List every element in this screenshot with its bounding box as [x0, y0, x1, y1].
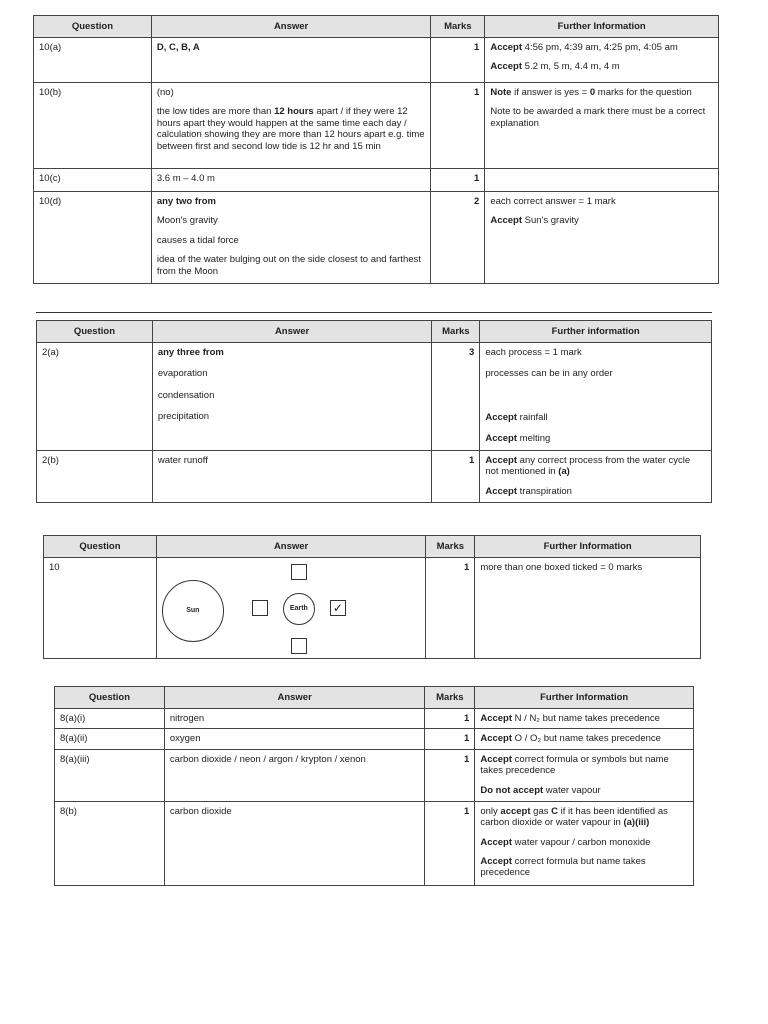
table-row	[55, 749, 694, 801]
marks-header: Marks	[431, 16, 485, 38]
box-left	[252, 600, 268, 616]
table-header-row	[44, 536, 701, 558]
further-info-cell	[475, 749, 694, 801]
text: Sun's gravity	[522, 215, 579, 227]
text: transpiration	[517, 485, 572, 497]
question-cell: 10(d)	[34, 192, 152, 284]
further-info-cell	[485, 83, 719, 169]
keyword: Accept	[485, 485, 518, 497]
keyword: Accept	[480, 855, 513, 867]
table-header-row	[34, 16, 719, 38]
table-row	[37, 343, 712, 451]
sun-label: Sun	[186, 606, 200, 614]
marks-cell: 1	[425, 801, 475, 885]
marks-cell: 1	[431, 38, 485, 83]
text: only	[480, 805, 501, 817]
further-info-cell	[485, 192, 719, 284]
answer-cell	[151, 83, 431, 169]
earth-label: Earth	[289, 604, 308, 612]
further-info-cell	[485, 169, 719, 192]
further-info-line	[480, 837, 688, 848]
answer-cell: water runoff	[152, 451, 432, 503]
marks-cell: 2	[431, 192, 485, 284]
earth-circle	[283, 593, 315, 625]
further-info-line	[485, 412, 706, 423]
table-row	[44, 558, 701, 659]
mark-scheme-table-10-diagram	[43, 535, 701, 659]
further-info-cell	[475, 801, 694, 885]
keyword: Accept	[485, 411, 518, 423]
answer-line: any two from	[156, 196, 216, 207]
keyword: Do not accept	[480, 784, 544, 796]
question-cell: 8(a)(i)	[55, 709, 165, 729]
further-info-line: Note to be awarded a mark there must be a correct explanation	[490, 106, 706, 129]
text: 4:56 pm, 4:39 am, 4:25 pm, 4:05 am	[522, 42, 678, 53]
answer-line: causes a tidal force	[156, 234, 239, 246]
answer-cell: 3.6 m – 4.0 m	[151, 169, 431, 192]
box-top	[291, 564, 307, 580]
keyword: C	[551, 805, 559, 817]
table-header-row	[37, 321, 712, 343]
keyword: Accept	[480, 753, 513, 765]
further-info-cell: more than one boxed ticked = 0 marks	[475, 558, 701, 659]
box-right-ticked	[330, 600, 346, 616]
text: any correct process from the water cycle not mentioned in	[485, 455, 691, 478]
keyword: Accept	[490, 61, 523, 73]
further-info-cell	[485, 38, 719, 83]
further-info-header: Further information	[480, 321, 712, 343]
answer-line: (no)	[156, 87, 174, 98]
further-info-line	[490, 87, 713, 98]
mark-scheme-table-10	[33, 15, 719, 284]
table-row	[55, 709, 694, 729]
text: rainfall	[517, 411, 548, 423]
answer-line: evaporation	[157, 368, 208, 380]
further-info-line	[490, 42, 713, 53]
keyword: Note	[490, 87, 512, 98]
keyword: accept	[500, 805, 531, 817]
mark-scheme-table-8	[54, 686, 694, 886]
table-header-row	[55, 687, 694, 709]
question-header: Question	[34, 16, 152, 38]
text: if answer is yes =	[511, 87, 590, 98]
text: 5.2 m, 5 m, 4.4 m, 4 m	[522, 61, 620, 73]
further-info-cell	[475, 709, 694, 729]
answer-cell	[156, 558, 426, 659]
table-row	[55, 729, 694, 749]
keyword: Accept	[485, 433, 518, 445]
text: water vapour / carbon monoxide	[512, 836, 651, 848]
question-header: Question	[55, 687, 165, 709]
question-header: Question	[37, 321, 153, 343]
marks-cell: 1	[426, 558, 475, 659]
answer-line	[157, 106, 426, 152]
answer-cell: carbon dioxide / neon / argon / krypton / xenon	[164, 749, 425, 801]
keyword: 0	[589, 87, 596, 98]
marks-header: Marks	[426, 536, 475, 558]
keyword: Accept	[490, 42, 523, 53]
answer-line: any three from	[157, 347, 224, 358]
text: N / N₂ but name takes precedence	[512, 713, 660, 724]
further-info-header: Further Information	[485, 16, 719, 38]
further-info-line: each correct answer = 1 mark	[490, 196, 616, 207]
further-info-line	[490, 215, 713, 226]
question-cell: 10(c)	[34, 169, 152, 192]
marks-cell: 1	[432, 451, 480, 503]
answer-line: precipitation	[157, 411, 210, 423]
answer-line: condensation	[157, 389, 215, 401]
further-info-line	[480, 856, 688, 879]
further-info-line	[480, 754, 688, 777]
further-info-line	[485, 455, 706, 478]
question-cell: 8(a)(iii)	[55, 749, 165, 801]
further-info-line	[490, 61, 713, 72]
text: if it has been identified as carbon dioxide or water vapour in	[480, 805, 668, 829]
table-row	[34, 169, 719, 192]
answer-cell	[151, 192, 431, 284]
answer-header: Answer	[151, 16, 431, 38]
marks-header: Marks	[432, 321, 480, 343]
further-info-header: Further Information	[475, 536, 701, 558]
marks-cell: 1	[425, 729, 475, 749]
further-info-line	[480, 785, 688, 796]
tick-icon: ✓	[332, 601, 343, 615]
sun-circle	[162, 580, 224, 642]
text: melting	[517, 433, 551, 445]
question-cell: 10(b)	[34, 83, 152, 169]
table-row	[34, 38, 719, 83]
box-bottom	[291, 638, 307, 654]
marks-cell: 1	[431, 169, 485, 192]
answer-header: Answer	[152, 321, 432, 343]
keyword: Accept	[490, 215, 523, 227]
keyword: Accept	[480, 733, 513, 745]
table-row	[37, 451, 712, 503]
question-cell: 2(b)	[37, 451, 153, 503]
marks-cell: 1	[425, 749, 475, 801]
question-header: Question	[44, 536, 157, 558]
question-cell: 8(a)(ii)	[55, 729, 165, 749]
question-cell: 8(b)	[55, 801, 165, 885]
further-info-header: Further Information	[475, 687, 694, 709]
answer-text: D, C, B, A	[156, 42, 200, 53]
marks-cell: 1	[431, 83, 485, 169]
keyword: (a)	[558, 466, 570, 478]
text: correct formula or symbols but name takes precedence	[480, 753, 669, 777]
text: marks for the question	[595, 87, 692, 98]
further-info-cell	[475, 729, 694, 749]
answer-cell: nitrogen	[164, 709, 425, 729]
text: apart / if they were 12 hours apart they would happen at the same time each day / calculation showing they are more than 12 hours apart e.g. time between first and second low tide is 12 hr and 15 min	[156, 106, 425, 152]
text: correct formula but name takes precedence	[480, 855, 646, 879]
question-cell: 10	[44, 558, 157, 659]
mark-scheme-table-2	[36, 320, 712, 503]
text: O / O₂ but name takes precedence	[512, 733, 661, 745]
keyword: Accept	[485, 455, 518, 466]
answer-cell	[152, 343, 432, 451]
answer-cell: carbon dioxide	[164, 801, 425, 885]
text: the low tides are more than	[156, 106, 275, 118]
further-info-cell	[480, 343, 712, 451]
table-row	[55, 801, 694, 885]
answer-header: Answer	[156, 536, 426, 558]
further-info-cell	[480, 451, 712, 503]
marks-cell: 1	[425, 709, 475, 729]
answer-line: idea of the water bulging out on the side closest to and farthest from the Moon	[156, 254, 421, 277]
sun-earth-diagram	[157, 558, 426, 658]
table-row	[34, 192, 719, 284]
text: water vapour	[543, 784, 601, 796]
further-info-line: each process = 1 mark	[485, 347, 582, 358]
answer-header: Answer	[164, 687, 425, 709]
answer-line: Moon's gravity	[156, 215, 218, 227]
keyword: Accept	[480, 836, 513, 848]
section-divider	[36, 312, 712, 313]
further-info-line: processes can be in any order	[485, 368, 613, 380]
further-info-line	[485, 433, 706, 444]
text: gas	[530, 805, 552, 817]
further-info-line	[485, 486, 706, 497]
answer-cell: oxygen	[164, 729, 425, 749]
further-info-line	[480, 806, 688, 829]
table-row	[34, 83, 719, 169]
question-cell: 2(a)	[37, 343, 153, 451]
keyword: 12 hours	[274, 106, 314, 118]
answer-cell	[151, 38, 431, 83]
marks-cell: 3	[432, 343, 480, 451]
marks-header: Marks	[425, 687, 475, 709]
question-cell: 10(a)	[34, 38, 152, 83]
keyword: Accept	[480, 713, 513, 724]
keyword: (a)(iii)	[623, 817, 650, 829]
